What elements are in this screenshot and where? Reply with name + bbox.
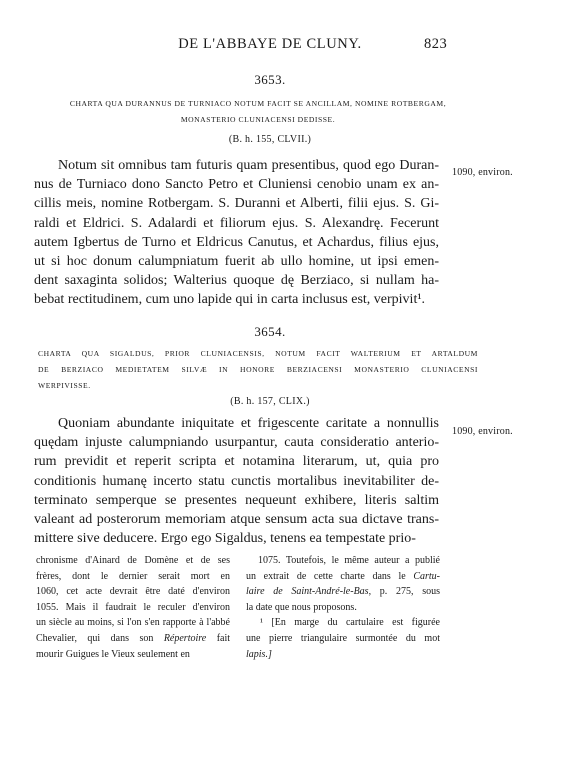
body-line: ut si hoc donum calumpniatum fuerit ab ullo homine, ut ipsi emen- bbox=[34, 254, 439, 270]
charter-title-line: DE BERZIACO MEDIETATEM SILVÆ IN HONORE BERZIACENSI MONASTERIO CLUNIACENSI bbox=[38, 365, 478, 374]
charter-title bbox=[38, 96, 478, 128]
charter-source: (B. h. 157, CLIX.) bbox=[230, 396, 310, 407]
charter-title-line: CHARTA QUA DURANNUS DE TURNIACO NOTUM FACIT SE ANCILLAM, NOMINE ROTBERGAM, bbox=[69, 99, 447, 108]
body-line: terminato semperque se presentes nequeunt exhibere, literis saltim bbox=[34, 492, 439, 508]
body-line: conditionis humanę incerto statu cunctis mortalibus inevitabiliter de- bbox=[34, 473, 439, 489]
footnote-text: un extrait de cette charte dans le bbox=[246, 570, 406, 582]
charter-source: (B. h. 155, CLVII.) bbox=[228, 134, 312, 145]
footnote-line bbox=[246, 584, 440, 600]
footnote-line: 1060, cet acte devrait être daté d'environ bbox=[36, 586, 230, 598]
charter-title-line: WERPIVISSE. bbox=[38, 381, 91, 390]
body-line: rum previdit et reperit scripta et notamina literarum, ut, quia pro bbox=[34, 454, 439, 470]
footnote-line: frères, dont le dernier serait mort en bbox=[36, 570, 230, 582]
charter-body bbox=[34, 414, 439, 548]
footnote-line: mourir Guigues le Vieux seulement en bbox=[36, 648, 190, 660]
footnote-italic: laire de Saint-André-le-Bas, bbox=[246, 586, 372, 598]
body-line: cillis meis, nomine Rotbergam. S. Duranni et Alberti, filii ejus. S. Gi- bbox=[34, 196, 439, 212]
footnote-line bbox=[246, 569, 440, 585]
footnote-line bbox=[36, 631, 230, 647]
footnote-italic: Répertoire bbox=[163, 632, 207, 644]
body-line: nus de Turniaco dono Sancto Petro et Cluniensi cenobio unam ex an- bbox=[34, 177, 439, 193]
body-line: Quoniam abundante iniquitate et frigescente caritate a nonnullis bbox=[58, 416, 439, 431]
margin-date: 1090, environ. bbox=[452, 167, 513, 178]
footnote-line: ¹ [En marge du cartulaire est figurée bbox=[260, 617, 440, 629]
charter-title-line: MONASTERIO CLUNIACENSI DEDISSE. bbox=[180, 115, 336, 124]
footnote-line: une pierre triangulaire surmontée du mot bbox=[246, 632, 440, 644]
running-head bbox=[0, 36, 570, 56]
footnote-column-left bbox=[36, 553, 230, 662]
footnote-text: fait bbox=[216, 632, 231, 644]
charter-number: 3654. bbox=[254, 324, 286, 339]
page-number: 823 bbox=[424, 36, 448, 52]
footnote-column-right bbox=[246, 553, 440, 662]
charter-body bbox=[34, 156, 439, 310]
footnote-text: Chevalier, qui dans son bbox=[36, 632, 154, 644]
margin-date: 1090, environ. bbox=[452, 426, 513, 437]
footnote-line: 1075. Toutefois, le même auteur a publié bbox=[258, 555, 440, 566]
body-line: dent saxaginta solidos; Walterius quoque dę Berziaco, si nullam ha- bbox=[34, 273, 439, 289]
body-line: autem Igbertus de Turno et Eldricus Canutus, et Achardus, filius ejus, bbox=[34, 234, 439, 250]
footnote-text: p. 275, sous bbox=[379, 586, 440, 598]
footnote-italic: lapis.] bbox=[246, 648, 272, 660]
body-line: Notum sit omnibus tam futuris quam presentibus, quod ego Duran- bbox=[58, 158, 439, 173]
footnote-italic: Cartu- bbox=[413, 570, 441, 582]
charter-title bbox=[38, 346, 478, 394]
body-line: valeant ad posterorum memoriam atque sensum acta sua dictave trans- bbox=[34, 512, 439, 528]
body-line: mittere sive deducere. Ergo ego Sigaldus, tenens ea tempestate prio- bbox=[34, 531, 416, 547]
charter-title-line: CHARTA QUA SIGALDUS, PRIOR CLUNIACENSIS, NOTUM FACIT WALTERIUM ET ARTALDUM bbox=[38, 349, 478, 358]
running-title: DE L'ABBAYE DE CLUNY. bbox=[178, 36, 362, 52]
body-line: raldi et Eldrici. S. Adalardi et filiorum ejus. S. Alexandrę. Fecerunt bbox=[34, 215, 439, 231]
footnote-line: chronisme d'Ainard de Domène et de ses bbox=[36, 555, 230, 566]
footnote-line bbox=[246, 647, 440, 663]
footnote-line: un siècle au moins, si l'on s'en rapporte à l'abbé bbox=[36, 617, 230, 629]
body-line: bebat rectitudinem, cum uno lapide qui in carta inclusus est, verpivit¹. bbox=[34, 292, 426, 308]
footnote-line: 1055. Mais il faudrait le reculer d'environ bbox=[36, 601, 230, 613]
body-line: quędam injuste calumpniando usurpantur, cauta consideratio anterio- bbox=[34, 435, 439, 451]
charter-number: 3653. bbox=[254, 72, 286, 87]
footnote-line: la date que nous proposons. bbox=[246, 601, 357, 613]
